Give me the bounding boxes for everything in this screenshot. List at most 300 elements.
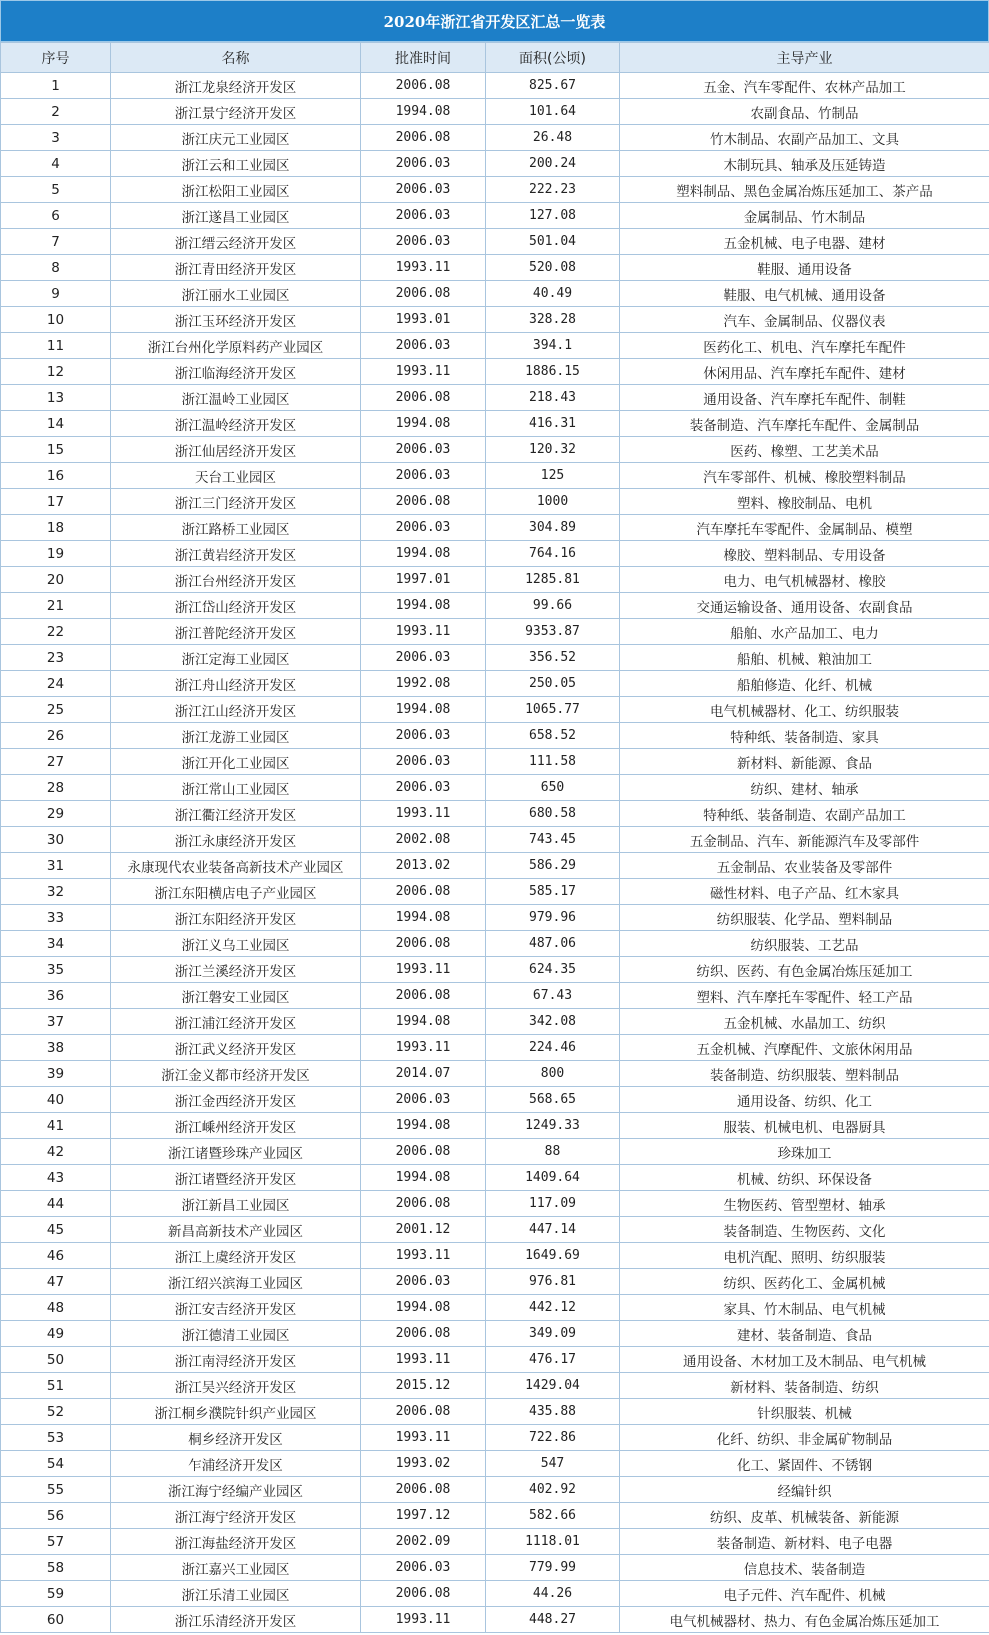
cell-approval-date: 1993.11 [361, 957, 486, 983]
cell-approval-date: 1992.08 [361, 671, 486, 697]
cell-index: 21 [1, 593, 111, 619]
cell-approval-date: 2006.03 [361, 1269, 486, 1295]
cell-index: 47 [1, 1269, 111, 1295]
cell-area: 120.32 [486, 437, 620, 463]
cell-area: 304.89 [486, 515, 620, 541]
cell-approval-date: 2006.03 [361, 775, 486, 801]
cell-industry: 五金机械、电子电器、建材 [620, 229, 989, 255]
table-row [1, 775, 989, 801]
cell-name: 浙江松阳工业园区 [111, 177, 361, 203]
cell-index: 30 [1, 827, 111, 853]
cell-approval-date: 2014.07 [361, 1061, 486, 1087]
table-row [1, 255, 989, 281]
header-area: 面积(公顷) [486, 43, 620, 73]
table-row [1, 827, 989, 853]
cell-name: 浙江玉环经济开发区 [111, 307, 361, 333]
cell-approval-date: 2015.12 [361, 1373, 486, 1399]
cell-index: 13 [1, 385, 111, 411]
cell-area: 435.88 [486, 1399, 620, 1425]
cell-area: 117.09 [486, 1191, 620, 1217]
cell-industry: 船舶、机械、粮油加工 [620, 645, 989, 671]
cell-index: 26 [1, 723, 111, 749]
cell-name: 浙江普陀经济开发区 [111, 619, 361, 645]
cell-area: 394.1 [486, 333, 620, 359]
table-row [1, 853, 989, 879]
table-row [1, 1529, 989, 1555]
cell-index: 36 [1, 983, 111, 1009]
cell-approval-date: 1994.08 [361, 99, 486, 125]
cell-area: 250.05 [486, 671, 620, 697]
cell-industry: 电子元件、汽车配件、机械 [620, 1581, 989, 1607]
cell-industry: 通用设备、汽车摩托车配件、制鞋 [620, 385, 989, 411]
cell-name: 浙江乐清经济开发区 [111, 1607, 361, 1633]
cell-index: 31 [1, 853, 111, 879]
cell-area: 44.26 [486, 1581, 620, 1607]
cell-area: 650 [486, 775, 620, 801]
cell-area: 99.66 [486, 593, 620, 619]
cell-name: 浙江兰溪经济开发区 [111, 957, 361, 983]
table-row [1, 593, 989, 619]
cell-area: 67.43 [486, 983, 620, 1009]
cell-name: 浙江南浔经济开发区 [111, 1347, 361, 1373]
cell-index: 37 [1, 1009, 111, 1035]
cell-approval-date: 2006.03 [361, 1555, 486, 1581]
cell-approval-date: 2006.03 [361, 333, 486, 359]
table-row [1, 1165, 989, 1191]
cell-area: 125 [486, 463, 620, 489]
table-row [1, 801, 989, 827]
cell-name: 浙江定海工业园区 [111, 645, 361, 671]
cell-name: 浙江路桥工业园区 [111, 515, 361, 541]
cell-index: 42 [1, 1139, 111, 1165]
cell-name: 浙江临海经济开发区 [111, 359, 361, 385]
cell-area: 722.86 [486, 1425, 620, 1451]
cell-approval-date: 1993.11 [361, 1035, 486, 1061]
table-title: 2020年浙江省开发区汇总一览表 [0, 0, 989, 42]
cell-approval-date: 2006.03 [361, 645, 486, 671]
header-approval-date: 批准时间 [361, 43, 486, 73]
cell-name: 浙江台州经济开发区 [111, 567, 361, 593]
cell-approval-date: 2006.08 [361, 1399, 486, 1425]
cell-approval-date: 1993.11 [361, 255, 486, 281]
cell-area: 779.99 [486, 1555, 620, 1581]
table-row [1, 983, 989, 1009]
cell-industry: 机械、纺织、环保设备 [620, 1165, 989, 1191]
cell-area: 200.24 [486, 151, 620, 177]
cell-approval-date: 2006.08 [361, 385, 486, 411]
cell-industry: 特种纸、装备制造、农副产品加工 [620, 801, 989, 827]
cell-index: 2 [1, 99, 111, 125]
cell-industry: 五金、汽车零配件、农林产品加工 [620, 73, 989, 99]
cell-name: 浙江东阳横店电子产业园区 [111, 879, 361, 905]
cell-area: 1429.04 [486, 1373, 620, 1399]
table-row [1, 1321, 989, 1347]
cell-approval-date: 2006.03 [361, 515, 486, 541]
cell-index: 43 [1, 1165, 111, 1191]
cell-index: 23 [1, 645, 111, 671]
table-row [1, 1113, 989, 1139]
cell-index: 39 [1, 1061, 111, 1087]
table-row [1, 1191, 989, 1217]
cell-industry: 汽车、金属制品、仪器仪表 [620, 307, 989, 333]
cell-index: 20 [1, 567, 111, 593]
cell-area: 658.52 [486, 723, 620, 749]
cell-industry: 生物医药、管型塑材、轴承 [620, 1191, 989, 1217]
cell-area: 448.27 [486, 1607, 620, 1633]
cell-area: 9353.87 [486, 619, 620, 645]
cell-name: 浙江丽水工业园区 [111, 281, 361, 307]
cell-index: 33 [1, 905, 111, 931]
cell-approval-date: 2006.08 [361, 983, 486, 1009]
cell-approval-date: 1993.11 [361, 619, 486, 645]
cell-area: 568.65 [486, 1087, 620, 1113]
table-row [1, 177, 989, 203]
cell-industry: 塑料、汽车摩托车零配件、轻工产品 [620, 983, 989, 1009]
table-row [1, 489, 989, 515]
cell-name: 浙江衢江经济开发区 [111, 801, 361, 827]
cell-area: 1409.64 [486, 1165, 620, 1191]
cell-industry: 化纤、纺织、非金属矿物制品 [620, 1425, 989, 1451]
table-row [1, 1347, 989, 1373]
cell-industry: 塑料、橡胶制品、电机 [620, 489, 989, 515]
cell-name: 桐乡经济开发区 [111, 1425, 361, 1451]
cell-name: 浙江温岭经济开发区 [111, 411, 361, 437]
table-row [1, 1399, 989, 1425]
cell-index: 4 [1, 151, 111, 177]
cell-name: 浙江海宁经编产业园区 [111, 1477, 361, 1503]
cell-index: 6 [1, 203, 111, 229]
cell-industry: 金属制品、竹木制品 [620, 203, 989, 229]
cell-name: 浙江磐安工业园区 [111, 983, 361, 1009]
cell-industry: 五金机械、汽摩配件、文旅休闲用品 [620, 1035, 989, 1061]
cell-index: 52 [1, 1399, 111, 1425]
cell-area: 1118.01 [486, 1529, 620, 1555]
cell-area: 342.08 [486, 1009, 620, 1035]
cell-index: 28 [1, 775, 111, 801]
cell-name: 浙江诸暨经济开发区 [111, 1165, 361, 1191]
cell-industry: 医药、橡塑、工艺美术品 [620, 437, 989, 463]
cell-name: 浙江海盐经济开发区 [111, 1529, 361, 1555]
cell-approval-date: 2006.08 [361, 931, 486, 957]
cell-industry: 装备制造、新材料、电子电器 [620, 1529, 989, 1555]
cell-area: 1065.77 [486, 697, 620, 723]
cell-name: 浙江舟山经济开发区 [111, 671, 361, 697]
cell-area: 224.46 [486, 1035, 620, 1061]
cell-approval-date: 1993.11 [361, 1347, 486, 1373]
cell-area: 1886.15 [486, 359, 620, 385]
cell-industry: 鞋服、电气机械、通用设备 [620, 281, 989, 307]
cell-name: 天台工业园区 [111, 463, 361, 489]
cell-approval-date: 2006.03 [361, 203, 486, 229]
cell-area: 680.58 [486, 801, 620, 827]
cell-index: 59 [1, 1581, 111, 1607]
cell-industry: 船舶、水产品加工、电力 [620, 619, 989, 645]
cell-approval-date: 2001.12 [361, 1217, 486, 1243]
table-row [1, 1425, 989, 1451]
cell-industry: 塑料制品、黑色金属冶炼压延加工、茶产品 [620, 177, 989, 203]
cell-index: 38 [1, 1035, 111, 1061]
cell-industry: 纺织、皮革、机械装备、新能源 [620, 1503, 989, 1529]
cell-industry: 珍珠加工 [620, 1139, 989, 1165]
cell-area: 825.67 [486, 73, 620, 99]
table-row [1, 1555, 989, 1581]
cell-approval-date: 1994.08 [361, 1009, 486, 1035]
cell-area: 743.45 [486, 827, 620, 853]
cell-area: 582.66 [486, 1503, 620, 1529]
cell-approval-date: 2006.03 [361, 229, 486, 255]
table-row [1, 749, 989, 775]
table-row [1, 645, 989, 671]
cell-index: 48 [1, 1295, 111, 1321]
cell-name: 浙江海宁经济开发区 [111, 1503, 361, 1529]
cell-index: 44 [1, 1191, 111, 1217]
cell-approval-date: 1994.08 [361, 593, 486, 619]
cell-name: 浙江遂昌工业园区 [111, 203, 361, 229]
cell-industry: 交通运输设备、通用设备、农副食品 [620, 593, 989, 619]
cell-approval-date: 1993.02 [361, 1451, 486, 1477]
cell-area: 88 [486, 1139, 620, 1165]
table-row [1, 1139, 989, 1165]
table-row [1, 359, 989, 385]
cell-industry: 电气机械器材、热力、有色金属冶炼压延加工 [620, 1607, 989, 1633]
cell-area: 26.48 [486, 125, 620, 151]
cell-name: 浙江温岭工业园区 [111, 385, 361, 411]
cell-index: 17 [1, 489, 111, 515]
cell-name: 浙江岱山经济开发区 [111, 593, 361, 619]
header-index: 序号 [1, 43, 111, 73]
table-row [1, 99, 989, 125]
cell-index: 9 [1, 281, 111, 307]
cell-name: 浙江东阳经济开发区 [111, 905, 361, 931]
cell-industry: 电机汽配、照明、纺织服装 [620, 1243, 989, 1269]
cell-index: 45 [1, 1217, 111, 1243]
table-row [1, 307, 989, 333]
cell-industry: 纺织服装、工艺品 [620, 931, 989, 957]
cell-approval-date: 2006.08 [361, 73, 486, 99]
cell-industry: 纺织、医药化工、金属机械 [620, 1269, 989, 1295]
cell-industry: 新材料、新能源、食品 [620, 749, 989, 775]
cell-index: 60 [1, 1607, 111, 1633]
cell-name: 浙江金西经济开发区 [111, 1087, 361, 1113]
cell-index: 50 [1, 1347, 111, 1373]
cell-name: 浙江缙云经济开发区 [111, 229, 361, 255]
table-row [1, 879, 989, 905]
cell-name: 浙江武义经济开发区 [111, 1035, 361, 1061]
cell-area: 218.43 [486, 385, 620, 411]
cell-index: 51 [1, 1373, 111, 1399]
cell-industry: 纺织服装、化学品、塑料制品 [620, 905, 989, 931]
table-row [1, 515, 989, 541]
cell-approval-date: 1994.08 [361, 541, 486, 567]
cell-industry: 五金制品、农业装备及零部件 [620, 853, 989, 879]
cell-index: 10 [1, 307, 111, 333]
cell-approval-date: 2006.03 [361, 177, 486, 203]
cell-approval-date: 1993.11 [361, 359, 486, 385]
cell-name: 浙江台州化学原料药产业园区 [111, 333, 361, 359]
cell-approval-date: 2006.03 [361, 749, 486, 775]
cell-name: 浙江浦江经济开发区 [111, 1009, 361, 1035]
cell-area: 1000 [486, 489, 620, 515]
cell-area: 501.04 [486, 229, 620, 255]
cell-area: 476.17 [486, 1347, 620, 1373]
cell-approval-date: 2013.02 [361, 853, 486, 879]
table-row [1, 723, 989, 749]
cell-industry: 信息技术、装备制造 [620, 1555, 989, 1581]
cell-approval-date: 1993.11 [361, 1607, 486, 1633]
cell-area: 547 [486, 1451, 620, 1477]
table-row [1, 125, 989, 151]
cell-name: 浙江义乌工业园区 [111, 931, 361, 957]
cell-industry: 针织服装、机械 [620, 1399, 989, 1425]
cell-industry: 家具、竹木制品、电气机械 [620, 1295, 989, 1321]
cell-approval-date: 1993.11 [361, 1425, 486, 1451]
table-row [1, 1009, 989, 1035]
cell-index: 22 [1, 619, 111, 645]
development-zone-table [0, 42, 989, 1633]
table-row [1, 203, 989, 229]
cell-index: 1 [1, 73, 111, 99]
cell-industry: 汽车零部件、机械、橡胶塑料制品 [620, 463, 989, 489]
cell-area: 624.35 [486, 957, 620, 983]
cell-industry: 新材料、装备制造、纺织 [620, 1373, 989, 1399]
cell-name: 浙江诸暨珍珠产业园区 [111, 1139, 361, 1165]
cell-area: 127.08 [486, 203, 620, 229]
cell-index: 29 [1, 801, 111, 827]
cell-approval-date: 1994.08 [361, 697, 486, 723]
cell-area: 356.52 [486, 645, 620, 671]
cell-index: 55 [1, 1477, 111, 1503]
cell-industry: 磁性材料、电子产品、红木家具 [620, 879, 989, 905]
cell-area: 764.16 [486, 541, 620, 567]
table-row [1, 619, 989, 645]
cell-index: 12 [1, 359, 111, 385]
cell-area: 40.49 [486, 281, 620, 307]
cell-area: 586.29 [486, 853, 620, 879]
table-row [1, 1035, 989, 1061]
cell-index: 27 [1, 749, 111, 775]
table-row [1, 281, 989, 307]
cell-industry: 纺织、医药、有色金属冶炼压延加工 [620, 957, 989, 983]
table-row [1, 931, 989, 957]
cell-approval-date: 2006.08 [361, 879, 486, 905]
table-row [1, 905, 989, 931]
table-row [1, 957, 989, 983]
cell-approval-date: 1994.08 [361, 1295, 486, 1321]
cell-name: 新昌高新技术产业园区 [111, 1217, 361, 1243]
table-row [1, 1061, 989, 1087]
cell-name: 浙江龙游工业园区 [111, 723, 361, 749]
cell-approval-date: 2006.03 [361, 1087, 486, 1113]
cell-approval-date: 1994.08 [361, 1113, 486, 1139]
cell-industry: 竹木制品、农副产品加工、文具 [620, 125, 989, 151]
cell-index: 11 [1, 333, 111, 359]
cell-industry: 化工、紧固件、不锈钢 [620, 1451, 989, 1477]
table-row [1, 1581, 989, 1607]
cell-approval-date: 2006.03 [361, 463, 486, 489]
table-row [1, 1373, 989, 1399]
cell-name: 浙江开化工业园区 [111, 749, 361, 775]
table-row [1, 437, 989, 463]
cell-name: 浙江新昌工业园区 [111, 1191, 361, 1217]
table-row [1, 385, 989, 411]
cell-industry: 汽车摩托车零配件、金属制品、模塑 [620, 515, 989, 541]
cell-approval-date: 2006.08 [361, 1321, 486, 1347]
table-row [1, 1477, 989, 1503]
cell-approval-date: 1993.11 [361, 1243, 486, 1269]
cell-index: 53 [1, 1425, 111, 1451]
header-row [1, 43, 989, 73]
cell-approval-date: 2006.08 [361, 281, 486, 307]
table-row [1, 671, 989, 697]
cell-name: 浙江桐乡濮院针织产业园区 [111, 1399, 361, 1425]
cell-approval-date: 2006.08 [361, 489, 486, 515]
table-row [1, 1295, 989, 1321]
cell-industry: 装备制造、纺织服装、塑料制品 [620, 1061, 989, 1087]
cell-industry: 装备制造、汽车摩托车配件、金属制品 [620, 411, 989, 437]
cell-index: 19 [1, 541, 111, 567]
cell-name: 浙江龙泉经济开发区 [111, 73, 361, 99]
cell-area: 349.09 [486, 1321, 620, 1347]
cell-approval-date: 1994.08 [361, 1165, 486, 1191]
table-row [1, 1607, 989, 1633]
cell-approval-date: 2002.09 [361, 1529, 486, 1555]
cell-area: 800 [486, 1061, 620, 1087]
cell-index: 15 [1, 437, 111, 463]
cell-name: 浙江黄岩经济开发区 [111, 541, 361, 567]
cell-index: 34 [1, 931, 111, 957]
cell-area: 101.64 [486, 99, 620, 125]
cell-industry: 服装、机械电机、电器厨具 [620, 1113, 989, 1139]
cell-industry: 鞋服、通用设备 [620, 255, 989, 281]
cell-name: 浙江嘉兴工业园区 [111, 1555, 361, 1581]
cell-industry: 农副食品、竹制品 [620, 99, 989, 125]
table-row [1, 73, 989, 99]
header-name: 名称 [111, 43, 361, 73]
table-row [1, 1269, 989, 1295]
table-row [1, 567, 989, 593]
cell-industry: 木制玩具、轴承及压延铸造 [620, 151, 989, 177]
cell-index: 18 [1, 515, 111, 541]
cell-name: 浙江三门经济开发区 [111, 489, 361, 515]
cell-name: 浙江云和工业园区 [111, 151, 361, 177]
cell-index: 8 [1, 255, 111, 281]
table-row [1, 697, 989, 723]
cell-approval-date: 2006.03 [361, 151, 486, 177]
cell-name: 浙江庆元工业园区 [111, 125, 361, 151]
cell-index: 56 [1, 1503, 111, 1529]
cell-area: 520.08 [486, 255, 620, 281]
cell-index: 40 [1, 1087, 111, 1113]
cell-index: 49 [1, 1321, 111, 1347]
cell-industry: 五金机械、水晶加工、纺织 [620, 1009, 989, 1035]
cell-area: 979.96 [486, 905, 620, 931]
cell-name: 浙江江山经济开发区 [111, 697, 361, 723]
cell-industry: 建材、装备制造、食品 [620, 1321, 989, 1347]
cell-area: 1285.81 [486, 567, 620, 593]
cell-industry: 医药化工、机电、汽车摩托车配件 [620, 333, 989, 359]
cell-index: 24 [1, 671, 111, 697]
cell-index: 7 [1, 229, 111, 255]
cell-name: 浙江绍兴滨海工业园区 [111, 1269, 361, 1295]
cell-approval-date: 2006.08 [361, 1139, 486, 1165]
cell-approval-date: 2002.08 [361, 827, 486, 853]
cell-name: 浙江嵊州经济开发区 [111, 1113, 361, 1139]
cell-area: 1649.69 [486, 1243, 620, 1269]
cell-area: 1249.33 [486, 1113, 620, 1139]
cell-industry: 船舶修造、化纤、机械 [620, 671, 989, 697]
table-row [1, 1451, 989, 1477]
cell-approval-date: 1997.01 [361, 567, 486, 593]
